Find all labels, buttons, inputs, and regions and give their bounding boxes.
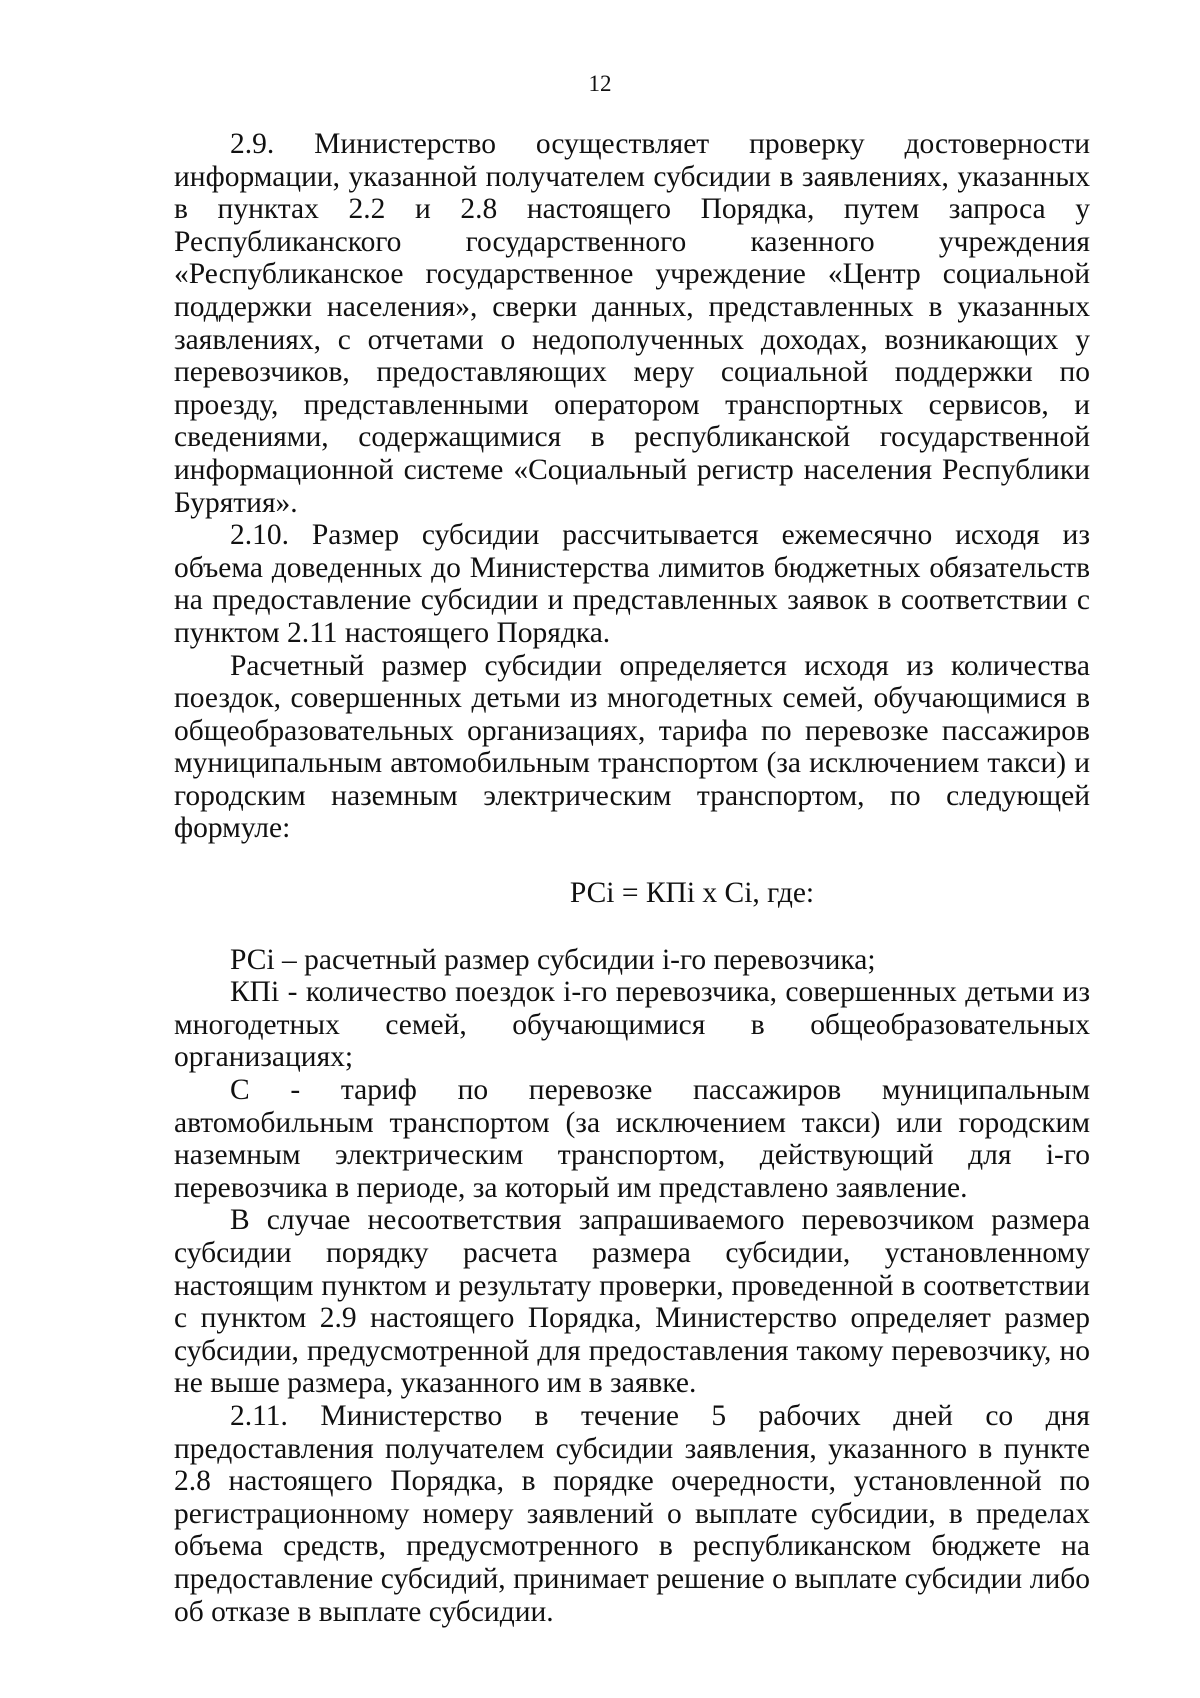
paragraph-2-11: 2.11. Министерство в течение 5 рабочих дней со дня предоставления получателем субсидии заявления, указанного в пункте 2.8 настоящего Порядка, в порядке очередности, установленной по регистрационному номеру заявлений о выплате субсидии, в пределах объема средств, предусмотренного в республиканском бюджете на предоставление субсидий, принимает решение о выплате субсидии либо об отказе в выплате субсидии. [174, 1399, 1090, 1628]
definition-kpi: КПi - количество поездок i-го перевозчика, совершенных детьми из многодетных семей, обучающимися в общеобразовательных организациях; [174, 976, 1090, 1074]
formula: РСi = КПi х Сi, где: [569, 877, 815, 910]
definition-rsi: РСi – расчетный размер субсидии i-го перевозчика; [230, 943, 876, 976]
paragraph-calculation-intro: Расчетный размер субсидии определяется исходя из количества поездок, совершенных детьми из многодетных семей, обучающимися в общеобразовательных организациях, тарифа по перевозке пассажиров муниципальным автомобильным транспортом (за исключением такси) и городским наземным электрическим транспортом, по следующей формуле: [174, 649, 1090, 845]
formula-block [174, 877, 1090, 910]
paragraph-2-9: 2.9. Министерство осуществляет проверку достоверности информации, указанной получателем субсидии в заявлениях, указанных в пунктах 2.2 и 2.8 настоящего Порядка, путем запроса у Республиканского государственного казенного учреждения «Республиканское государственное учреждение «Центр социальной поддержки населения», сверки данных, представленных в указанных заявлениях, с отчетами о недополученных доходах, возникающих у перевозчиков, предоставляющих меру социальной поддержки по проезду, представленными оператором транспортных сервисов, и сведениями, содержащимися в республиканской государственной информационной системе «Социальный регистр населения Республики Бурятия». [174, 128, 1090, 519]
paragraph-2-10: 2.10. Размер субсидии рассчитывается ежемесячно исходя из объема доведенных до Министерства лимитов бюджетных обязательств на предоставление субсидии и представленных заявок в соответствии с пунктом 2.11 настоящего Порядка. [174, 519, 1090, 649]
paragraph-discrepancy: В случае несоответствия запрашиваемого перевозчиком размера субсидии порядку расчета размера субсидии, установленному настоящим пунктом и результату проверки, проведенной в соответствии с пунктом 2.9 настоящего Порядка, Министерство определяет размер субсидии, предусмотренной для предоставления такому перевозчику, но не выше размера, указанного им в заявке. [174, 1204, 1090, 1400]
document-body [174, 128, 1090, 1628]
page-number: 12 [588, 71, 612, 96]
definition-tariff: С - тариф по перевозке пассажиров муниципальным автомобильным транспортом (за исключением такси) или городским наземным электрическим транспортом, действующий для i-го перевозчика в периоде, за который им представлено заявление. [174, 1074, 1090, 1204]
